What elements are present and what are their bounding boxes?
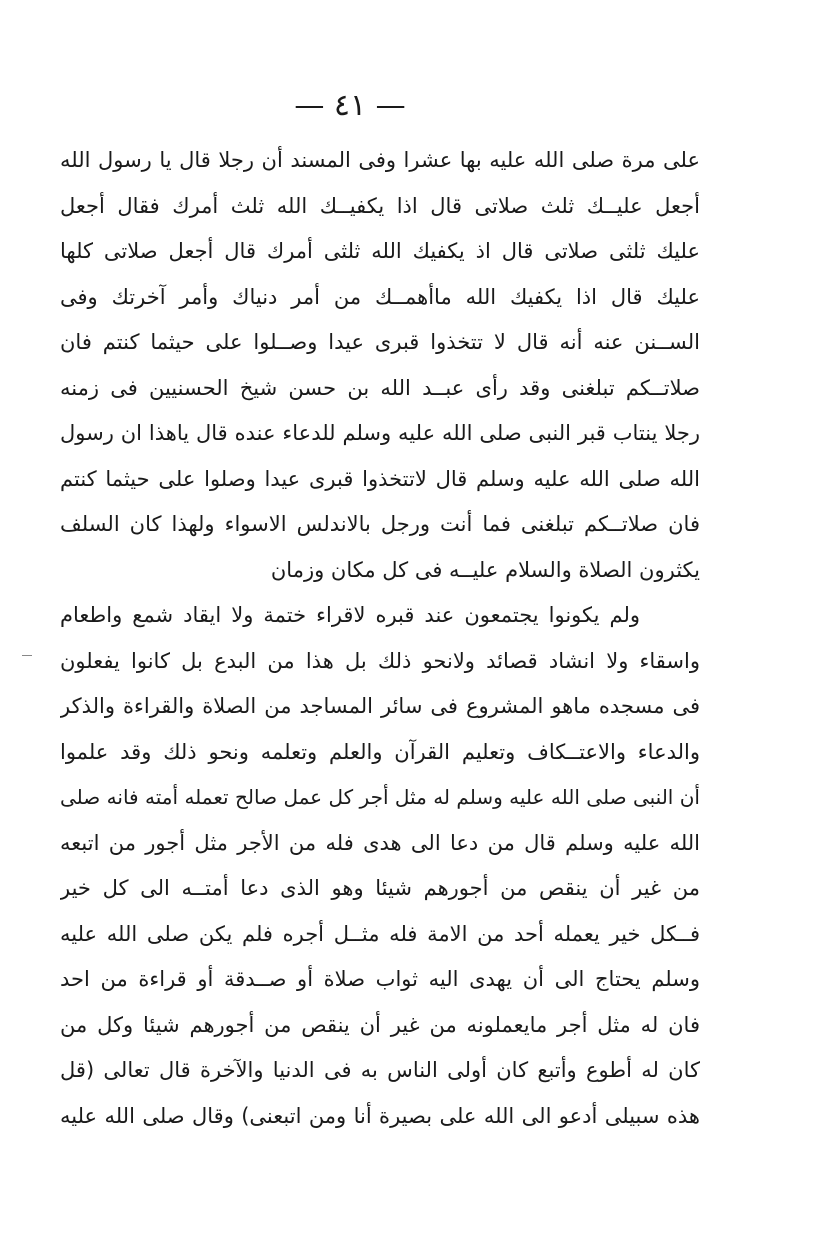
- text-line: والدعاء والاعتــكاف وتعليم القرآن والعلم وتعلمه ونحو ذلك وقد علموا: [60, 739, 700, 764]
- text-line: كان له أطوع وأتبع كان أولى الناس به فى الدنيا والآخرة قال تعالى (قل: [60, 1058, 700, 1082]
- text-line: الســنن عنه أنه قال لا تتخذوا قبرى عيدا وصــلوا على حيثما كنتم فان: [60, 330, 700, 354]
- text-line: عليك ثلثى صلاتى قال اذ يكفيك الله ثلثى أمرك قال أجعل صلاتى كلها: [60, 239, 700, 263]
- paragraph-1: [60, 138, 700, 593]
- text-line: رجلا ينتاب قبر النبى صلى الله عليه وسلم للدعاء عنده قال ياهذا ان رسول: [60, 421, 700, 445]
- text-line: ولم يكونوا يجتمعون عند قبره لاقراء ختمة ولا ايقاد شمع واطعام: [60, 603, 640, 627]
- text-line: عليك قال اذا يكفيك الله ماأهمــك من أمر دنياك وأمر آخرتك وفى: [60, 284, 700, 309]
- text-line: يكثرون الصلاة والسلام عليــه فى كل مكان وزمان: [270, 557, 700, 582]
- margin-mark: [22, 655, 32, 656]
- text-line: من غير أن ينقص من أجورهم شيئا وهو الذى دعا أمتــه الى كل خير: [60, 876, 700, 900]
- paragraph-2: [60, 593, 700, 1139]
- text-line: الله عليه وسلم قال من دعا الى هدى فله من الأجر مثل أجور من اتبعه: [60, 830, 700, 855]
- page-body: [60, 138, 700, 1139]
- text-line: فان له مثل أجر مايعملونه من غير أن ينقص من أجورهم شيئا وكل من: [60, 1012, 700, 1037]
- text-line: الله صلى الله عليه وسلم قال لاتتخذوا قبرى عيدا وصلوا على حيثما كنتم: [60, 466, 700, 491]
- text-line: فى مسجده ماهو المشروع فى سائر المساجد من الصلاة والقراءة والذكر: [60, 694, 700, 718]
- text-line: أجعل عليــك ثلث صلاتى قال اذا يكفيــك الله ثلث أمرك فقال أجعل: [60, 193, 700, 218]
- text-line: واسقاء ولا انشاد قصائد ولانحو ذلك بل هذا من البدع بل كانوا يفعلون: [60, 648, 700, 673]
- text-line: أن النبى صلى الله عليه وسلم له مثل أجر كل عمل صالح تعمله أمته فانه صلى: [60, 785, 700, 809]
- text-line: على مرة صلى الله عليه بها عشرا وفى المسند أن رجلا قال يا رسول الله: [60, 148, 700, 172]
- page-number: — ٤١ —: [294, 88, 406, 123]
- text-line: وسلم يحتاج الى أن يهدى اليه ثواب صلاة أو صــدقة أو قراءة من احد: [60, 967, 700, 991]
- text-line: هذه سبيلى أدعو الى الله على بصيرة أنا ومن اتبعنى) وقال صلى الله عليه: [60, 1103, 700, 1128]
- text-line: فــكل خير يعمله أحد من الامة فله مثــل أجره فلم يكن صلى الله عليه: [60, 921, 700, 946]
- text-line: فان صلاتــكم تبلغنى فما أنت ورجل بالاندلس الاسواء ولهذا كان السلف: [60, 512, 700, 536]
- text-line: صلاتــكم تبلغنى وقد رأى عبــد الله بن حسن شيخ الحسنيين فى زمنه: [60, 375, 700, 400]
